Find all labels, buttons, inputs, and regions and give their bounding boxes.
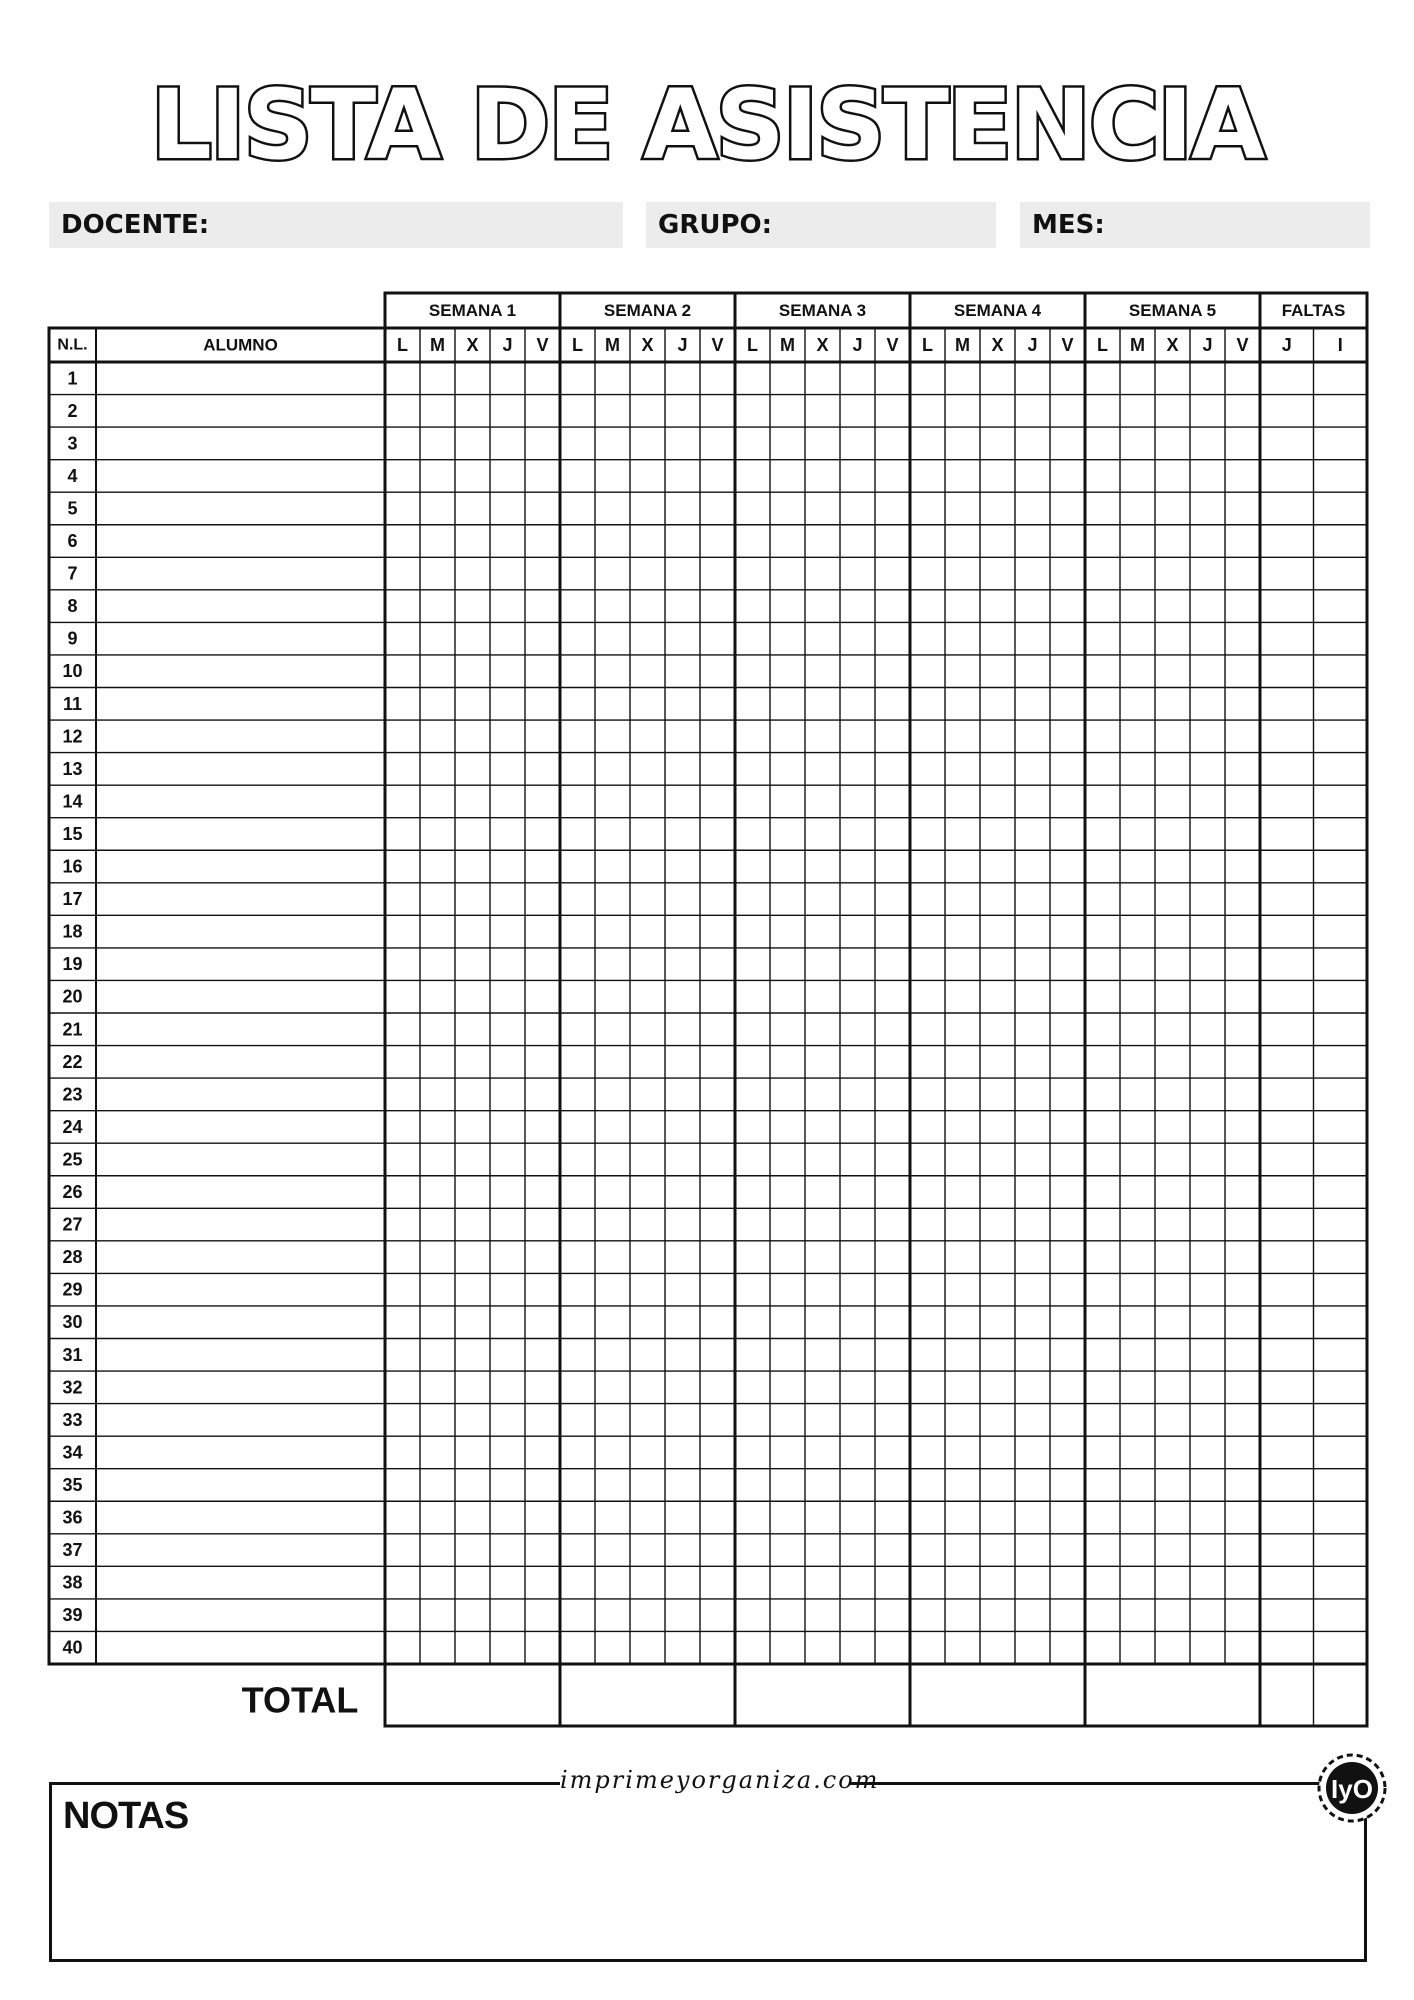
row-number-5: 5 xyxy=(67,498,78,519)
row-number-13: 13 xyxy=(62,758,83,779)
week-header-1: SEMANA 1 xyxy=(428,301,517,320)
row-number-35: 35 xyxy=(62,1474,83,1495)
day-header-3-x: X xyxy=(816,335,829,355)
row-number-23: 23 xyxy=(62,1084,83,1105)
day-header-4-x: X xyxy=(991,335,1004,355)
row-number-36: 36 xyxy=(62,1507,83,1528)
row-number-27: 27 xyxy=(62,1214,83,1235)
col-header-alumno: ALUMNO xyxy=(203,335,278,355)
row-number-17: 17 xyxy=(62,889,83,910)
week-header-3: SEMANA 3 xyxy=(778,301,867,320)
page-title: LISTA DE ASISTENCIA xyxy=(150,69,1264,181)
row-number-15: 15 xyxy=(62,823,83,844)
mes-field[interactable]: MES: xyxy=(1020,202,1370,248)
faltas-header: FALTAS xyxy=(1281,301,1346,320)
row-number-25: 25 xyxy=(62,1149,83,1170)
row-number-30: 30 xyxy=(62,1312,83,1333)
row-number-32: 32 xyxy=(62,1377,83,1398)
day-header-3-l: L xyxy=(747,335,758,355)
faltas-sub-j: J xyxy=(1281,335,1292,355)
row-number-28: 28 xyxy=(62,1247,83,1268)
day-header-3-j: J xyxy=(852,335,863,355)
row-number-2: 2 xyxy=(67,400,78,421)
row-number-1: 1 xyxy=(67,368,78,389)
notas-box[interactable] xyxy=(49,1782,1367,1962)
day-header-2-l: L xyxy=(572,335,583,355)
day-header-5-l: L xyxy=(1097,335,1108,355)
day-header-1-v: V xyxy=(536,335,549,355)
row-number-12: 12 xyxy=(62,726,83,747)
faltas-sub-i: I xyxy=(1337,335,1343,355)
day-header-2-x: X xyxy=(641,335,654,355)
col-header-nl: N.L. xyxy=(57,336,88,354)
day-header-1-m: M xyxy=(430,335,445,355)
notas-label: NOTAS xyxy=(63,1795,189,1837)
brand-text: imprimeyorganiza.com xyxy=(560,1762,850,1798)
day-header-1-j: J xyxy=(502,335,513,355)
week-header-2: SEMANA 2 xyxy=(603,301,692,320)
day-header-4-m: M xyxy=(955,335,970,355)
row-number-6: 6 xyxy=(67,531,78,552)
row-number-40: 40 xyxy=(62,1637,83,1658)
week-header-5: SEMANA 5 xyxy=(1128,301,1217,320)
row-number-38: 38 xyxy=(62,1572,83,1593)
day-header-5-x: X xyxy=(1166,335,1179,355)
row-number-22: 22 xyxy=(62,1051,83,1072)
day-header-2-m: M xyxy=(605,335,620,355)
grupo-field[interactable]: GRUPO: xyxy=(646,202,996,248)
row-number-39: 39 xyxy=(62,1605,83,1626)
row-number-33: 33 xyxy=(62,1409,83,1430)
day-header-4-l: L xyxy=(922,335,933,355)
day-header-3-m: M xyxy=(780,335,795,355)
row-number-29: 29 xyxy=(62,1279,83,1300)
row-number-4: 4 xyxy=(67,465,78,486)
row-number-7: 7 xyxy=(67,563,78,584)
row-number-8: 8 xyxy=(67,596,78,617)
row-number-31: 31 xyxy=(62,1344,83,1365)
docente-field[interactable]: DOCENTE: xyxy=(49,202,623,248)
row-number-14: 14 xyxy=(62,791,83,812)
week-header-4: SEMANA 4 xyxy=(953,301,1042,320)
day-header-5-v: V xyxy=(1236,335,1249,355)
day-header-2-j: J xyxy=(677,335,688,355)
logo-text: IyO xyxy=(1331,1774,1373,1804)
row-number-16: 16 xyxy=(62,856,83,877)
day-header-2-v: V xyxy=(711,335,724,355)
row-number-19: 19 xyxy=(62,954,83,975)
row-number-3: 3 xyxy=(67,433,78,454)
row-number-34: 34 xyxy=(62,1442,83,1463)
day-header-5-j: J xyxy=(1202,335,1213,355)
day-header-5-m: M xyxy=(1130,335,1145,355)
row-number-11: 11 xyxy=(62,693,83,714)
day-header-3-v: V xyxy=(886,335,899,355)
row-number-24: 24 xyxy=(62,1116,83,1137)
row-number-21: 21 xyxy=(62,1019,83,1040)
day-header-1-l: L xyxy=(397,335,408,355)
total-label: TOTAL xyxy=(241,1679,359,1721)
row-number-26: 26 xyxy=(62,1182,83,1203)
brand-logo xyxy=(1316,1752,1388,1824)
day-header-1-x: X xyxy=(466,335,479,355)
day-header-4-j: J xyxy=(1027,335,1038,355)
day-header-4-v: V xyxy=(1061,335,1074,355)
row-number-37: 37 xyxy=(62,1540,83,1561)
row-number-9: 9 xyxy=(67,628,78,649)
row-number-10: 10 xyxy=(62,661,83,682)
row-number-20: 20 xyxy=(62,986,83,1007)
row-number-18: 18 xyxy=(62,921,83,942)
